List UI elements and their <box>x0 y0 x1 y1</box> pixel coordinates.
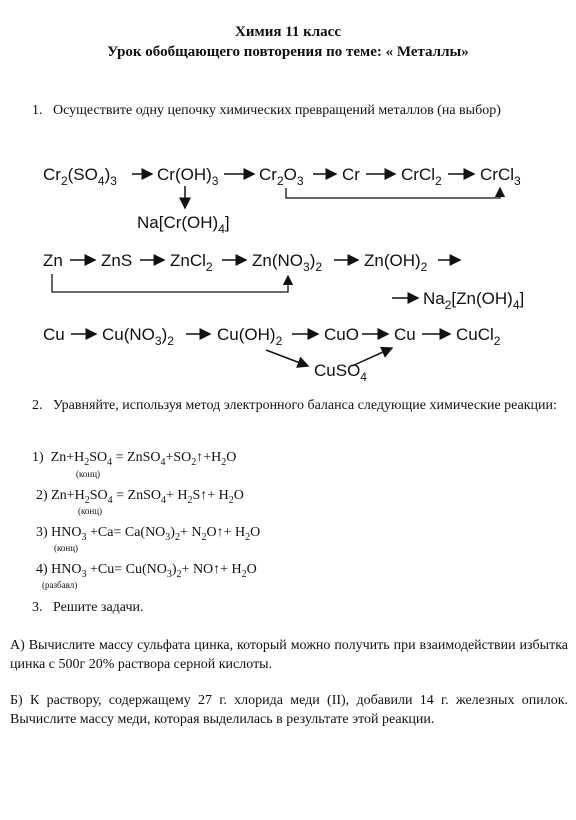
chain3-item-3: CuO <box>324 325 359 344</box>
chain1-item-4: CrCl$_2$ <box>401 165 442 188</box>
chain2-item-5: $Na_2[Zn(OH)_4]$ <box>423 289 525 312</box>
chain3-item-1: $Cu(NO_3)_2$ <box>102 325 174 348</box>
chain2-item-2: ZnCl$_2$ <box>170 251 213 274</box>
task2-number: 2. <box>32 398 43 413</box>
page-subtitle: Урок обобщающего повторения по теме: « Металлы» <box>107 44 469 60</box>
page-title: Химия 11 класс <box>235 24 341 40</box>
chain2-item-0: Zn <box>43 251 63 270</box>
reaction-1-note: (конц) <box>76 469 101 479</box>
task2-text: Уравняйте, используя метод электронного баланса следующие химические реакции: <box>53 398 557 413</box>
task1-text: Осуществите одну цепочку химических превращений металлов (на выбор) <box>53 103 501 118</box>
chain1-item-0: $Cr_2(SO_4)_3$ <box>43 165 117 188</box>
reaction-2-number: 2) <box>36 488 48 503</box>
chain3-item-2: $Cu(OH)_2$ <box>217 325 283 348</box>
task3-text: Решите задачи. <box>53 600 144 615</box>
chain1-item-5: CrCl$_3$ <box>480 165 521 188</box>
chain3-item-0: Cu <box>43 325 65 344</box>
chain2-item-3: $Zn(NO_3)_2$ <box>252 251 323 274</box>
chain2-item-4: $Zn(OH)_2$ <box>364 251 428 274</box>
transformation-chains <box>40 158 540 390</box>
reaction-4-note: (разбавл) <box>42 580 78 590</box>
reaction-1-number: 1) <box>32 450 44 465</box>
reaction-3-number: 3) <box>36 525 48 540</box>
chain1-item-3: Cr <box>342 165 360 184</box>
reaction-2-note: (конц) <box>78 506 103 516</box>
chain3-item-4: Cu <box>394 325 416 344</box>
problem-a: А) Вычислите массу сульфата цинка, который можно получить при взаимодействии избытка цинка с 500г 20% раствора серной кислоты. <box>10 638 568 672</box>
chain1-item-2: $Cr_2O_3$ <box>259 165 304 188</box>
reaction-4-number: 4) <box>36 562 48 577</box>
task1-number: 1. <box>32 103 43 118</box>
reaction-1: 1) $Zn+H_2SO_4$ = $ZnSO_4+SO_2↑+H_2O$ <box>32 450 237 468</box>
problem-b: Б) К раствору, содержащему 27 г. хлорида меди (II), добавили 14 г. железных опилок. Вычислите массу меди, которая выделилась в результате этой реакции. <box>10 693 568 727</box>
chain3-item-5: CuCl$_2$ <box>456 325 501 348</box>
task3-number: 3. <box>32 600 43 615</box>
chain1-item-1: $Cr(OH)_3$ <box>157 165 219 188</box>
reaction-2: 2) $Zn+H_2SO_4$ = ZnSO$_4$+ $H_2S↑+ H_2O$ <box>36 488 244 506</box>
chain-3 <box>43 325 501 384</box>
chain1-item-6: $Na[Cr(OH)_4]$ <box>137 213 230 236</box>
reaction-4: 4) $HNO_3 +Cu= Cu(NO_3)_2+$ NO↑+ $H_2O$ <box>36 562 257 580</box>
chain-1 <box>43 165 521 236</box>
reaction-3: 3) $HNO_3 +Ca= Ca(NO_3)_2+$ $N_2O↑+ H_2O$ <box>36 525 261 543</box>
chain2-item-1: ZnS <box>101 251 133 270</box>
chain3-item-6: CuSO$_4$ <box>314 361 367 384</box>
chain-2 <box>43 251 524 312</box>
reaction-3-note: (конц) <box>54 543 79 553</box>
